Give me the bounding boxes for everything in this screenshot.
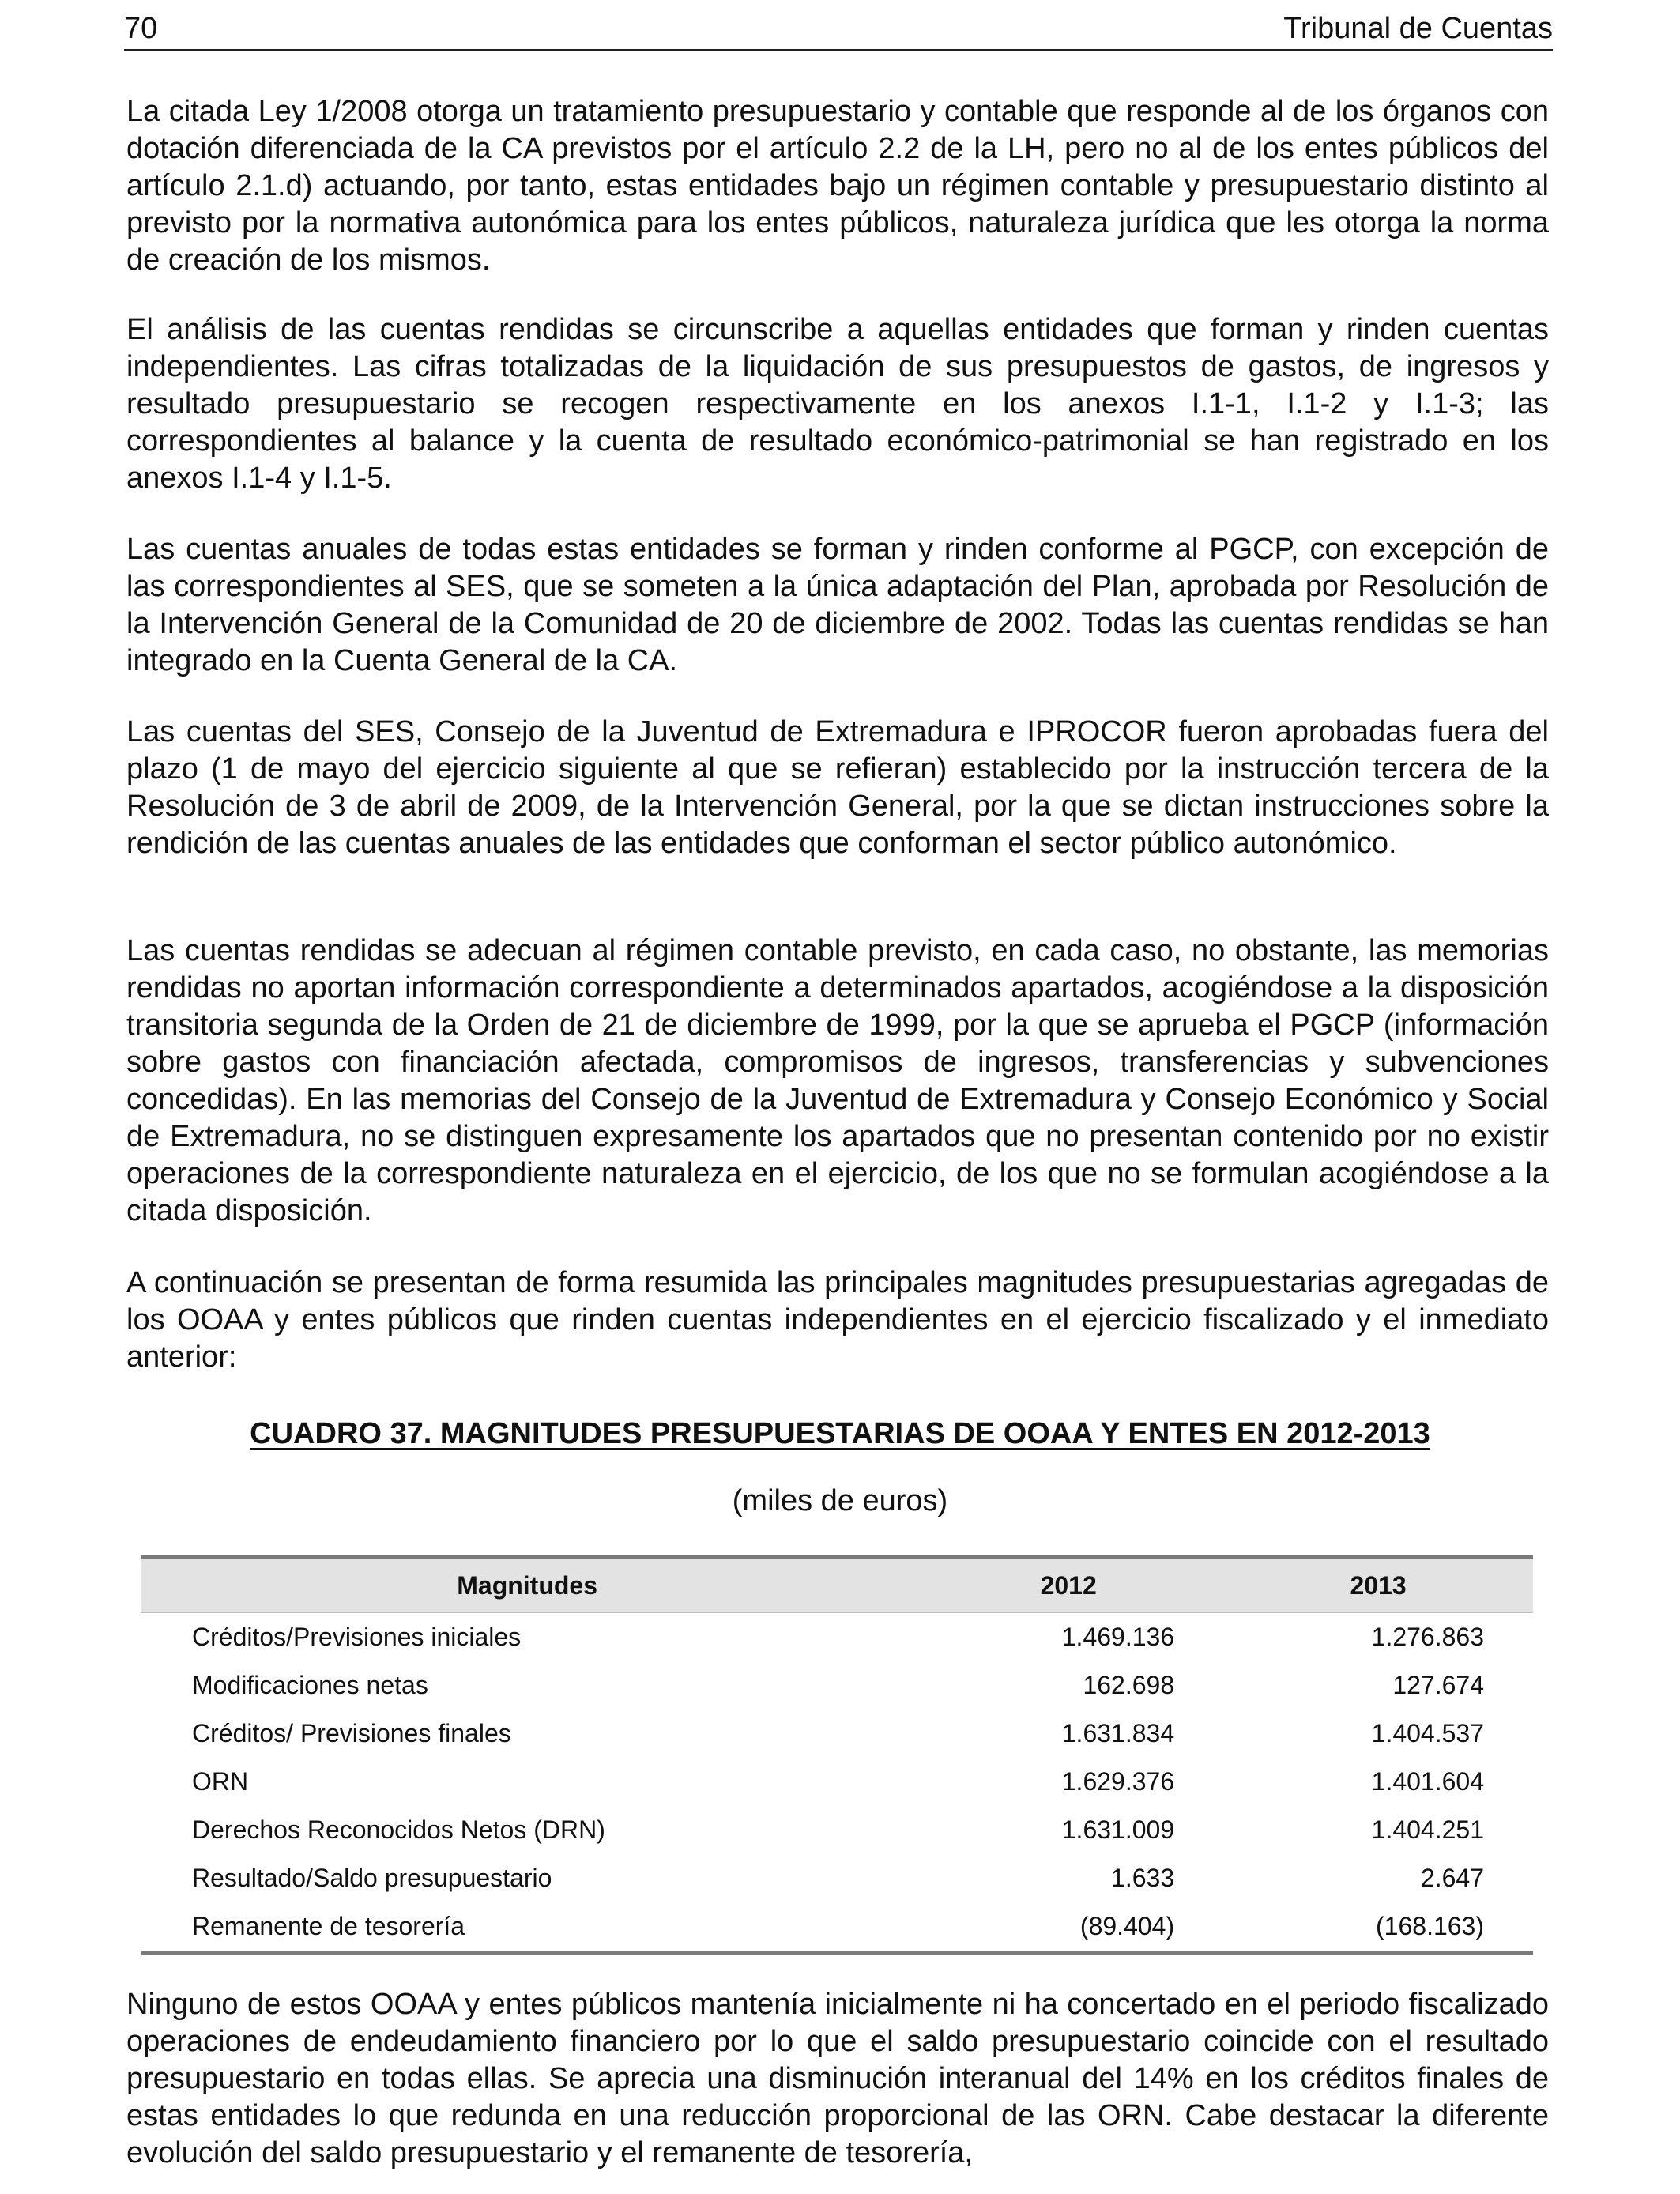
table-row: [141, 1806, 1533, 1854]
value-2012: 1.631.009: [1061, 1815, 1175, 1844]
paragraph-3: Las cuentas anuales de todas estas entidades se forman y rinden conforme al PGCP, con excepción de las correspondientes al SES, que se someten a la única adaptación del Plan, aprobada por Resolución de la Intervención General de la Comunidad de 20 de diciembre de 2002. Todas las cuentas rendidas se han integrado en la Cuenta General de la CA.: [126, 533, 1549, 677]
table-row: [141, 1854, 1533, 1902]
table-header-row: [141, 1558, 1533, 1613]
table-row: [141, 1612, 1533, 1661]
value-2013: 1.404.251: [1371, 1815, 1484, 1844]
value-2013: 2.647: [1420, 1864, 1484, 1892]
value-2013: 1.404.537: [1371, 1719, 1484, 1747]
page-number: 70: [124, 12, 158, 45]
paragraph-7: Ninguno de estos OOAA y entes públicos mantenía inicialmente ni ha concertado en el periodo fiscalizado operaciones de endeudamiento financiero por lo que el saldo presupuestario coincide con el resultado presupuestario en todas ellas. Se aprecia una disminución interanual del 14% en los créditos finales de estas entidades lo que redunda en una reducción proporcional de las ORN. Cabe destacar la diferente evolución del saldo presupuestario y el remanente de tesorería,: [126, 1988, 1549, 2169]
row-label: Remanente de tesorería: [141, 1902, 913, 1953]
value-2013: (168.163): [1223, 1902, 1533, 1953]
table-row: [141, 1902, 1533, 1953]
table-row: [141, 1661, 1533, 1710]
value-2012: 1.631.834: [1061, 1719, 1175, 1747]
row-label: Créditos/ Previsiones finales: [192, 1719, 511, 1747]
value-2012: 1.469.136: [1061, 1623, 1175, 1651]
value-2012: 162.698: [1083, 1671, 1175, 1699]
paragraph-2: El análisis de las cuentas rendidas se circunscribe a aquellas entidades que forman y rinden cuentas independientes. Las cifras totalizadas de la liquidación de sus presupuestos de gastos, de ingresos y resultado presupuestario se recogen respectivamente en los anexos I.1-1, I.1-2 y I.1-3; las correspondientes al balance y la cuenta de resultado económico-patrimonial se han registrado en los anexos I.1-4 y I.1-5.: [126, 313, 1549, 495]
header-title: Tribunal de Cuentas: [1283, 12, 1553, 45]
value-2013: 127.674: [1392, 1671, 1484, 1699]
row-label: Modificaciones netas: [192, 1671, 428, 1699]
row-label: Derechos Reconocidos Netos (DRN): [192, 1815, 605, 1844]
paragraph-6: A continuación se presentan de forma resumida las principales magnitudes presupuestarias agregadas de los OOAA y entes públicos que rinden cuentas independientes en el ejercicio fiscalizado y el inmediato anterior:: [126, 1266, 1549, 1374]
budget-table: [141, 1555, 1533, 1955]
value-2012: 1.633: [1111, 1864, 1175, 1892]
paragraph-1: La citada Ley 1/2008 otorga un tratamiento presupuestario y contable que responde al de los órganos con dotación diferenciada de la CA previstos por el artículo 2.2 de la LH, pero no al de los entes públicos del artículo 2.1.d) actuando, por tanto, estas entidades bajo un régimen contable y presupuestario distinto al previsto por la normativa autonómica para los entes públicos, naturaleza jurídica que les otorga la norma de creación de los mismos.: [126, 95, 1549, 277]
table-row: [141, 1758, 1533, 1806]
table-row: [141, 1710, 1533, 1758]
page-header: [124, 8, 1553, 51]
row-label: Resultado/Saldo presupuestario: [192, 1864, 552, 1892]
paragraph-4: Las cuentas del SES, Consejo de la Juventud de Extremadura e IPROCOR fueron aprobadas fuera del plazo (1 de mayo del ejercicio siguiente al que se refieran) establecido por la instrucción tercera de la Resolución de 3 de abril de 2009, de la Intervención General, por la que se dictan instrucciones sobre la rendición de las cuentas anuales de las entidades que conforman el sector público autonómico.: [126, 715, 1549, 860]
row-label: ORN: [192, 1767, 249, 1796]
header-magnitudes: Magnitudes: [141, 1558, 913, 1613]
table-caption: [0, 1415, 1680, 1459]
value-2012: (89.404): [913, 1902, 1223, 1953]
row-label: Créditos/Previsiones iniciales: [192, 1623, 522, 1651]
table-units: (miles de euros): [732, 1484, 948, 1517]
header-2013: 2013: [1223, 1558, 1533, 1613]
value-2013: 1.401.604: [1371, 1767, 1484, 1796]
value-2012: 1.629.376: [1061, 1767, 1175, 1796]
value-2013: 1.276.863: [1371, 1623, 1484, 1651]
budget-table-grid: [141, 1555, 1533, 1955]
table-title: CUADRO 37. MAGNITUDES PRESUPUESTARIAS DE OOAA Y ENTES EN 2012-2013: [250, 1417, 1430, 1450]
paragraph-5: Las cuentas rendidas se adecuan al régimen contable previsto, en cada caso, no obstante, las memorias rendidas no aportan información correspondiente a determinados apartados, acogiéndose a la disposición transitoria segunda de la Orden de 21 de diciembre de 1999, por la que se aprueba el PGCP (información sobre gastos con financiación afectada, compromisos de ingresos, transferencias y subvenciones concedidas). En las memorias del Consejo de la Juventud de Extremadura y Consejo Económico y Social de Extremadura, no se distinguen expresamente los apartados que no presentan contenido por no existir operaciones de la correspondiente naturaleza en el ejercicio, de los que no se formulan acogiéndose a la citada disposición.: [126, 934, 1549, 1227]
header-2012: 2012: [913, 1558, 1223, 1613]
